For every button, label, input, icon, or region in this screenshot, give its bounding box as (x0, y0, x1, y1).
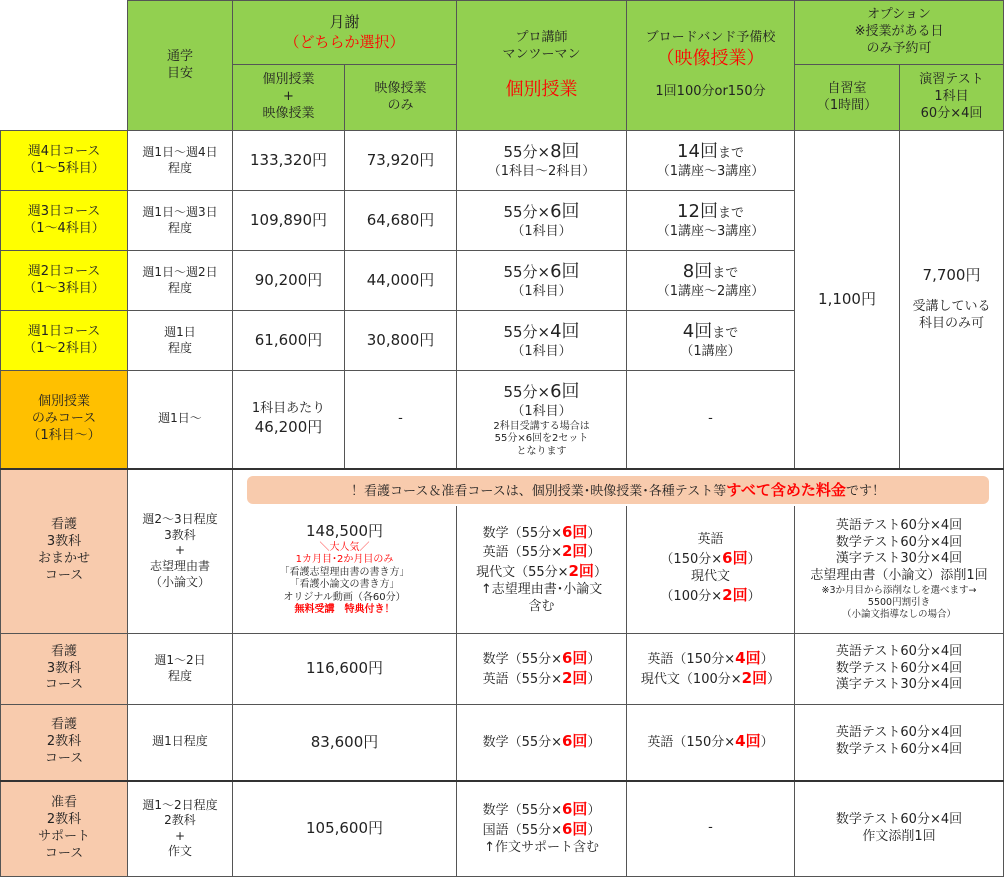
study-room-price: 1,100円 (795, 131, 900, 469)
broadband-sessions: - (627, 371, 795, 469)
option-list: 英語テスト60分×4回 数学テスト60分×4回 漢字テスト30分×4回 志望理由書（小論文）添削1回 ※3か月目から添削なしを選べます→ 5500円割引き （小論文指導なしの場合） (795, 506, 1004, 634)
broadband-sessions: 12回まで （1講座～3講座） (627, 191, 795, 251)
course-name: 准看 2教科 サポート コース (1, 781, 128, 877)
course-name: 週2日コース （1～3科目） (1, 251, 128, 311)
course-name: 看護 2教科 コース (1, 705, 128, 781)
course-row (1, 634, 1004, 705)
price-total: 148,500円 ＼大人気／ 1カ月目･2か月目のみ 「看護志望理由書の書き方」 「看護小論文の書き方」 オリジナル動画（各60分） 無料受講 特典付き！ (233, 506, 457, 634)
price-combo: 61,600円 (233, 311, 345, 371)
price-video: 30,800円 (345, 311, 457, 371)
course-commute: 週1～2日程度 2教科 + 作文 (128, 781, 233, 877)
option-list: 英語テスト60分×4回 数学テスト60分×4回 漢字テスト30分×4回 (795, 634, 1004, 705)
price-total: 105,600円 (233, 781, 457, 877)
header-individual-video: 個別授業 + 映像授業 (233, 65, 345, 131)
header-commute: 通学 目安 (128, 1, 233, 131)
notice-cell (233, 469, 1004, 506)
price-video: 64,680円 (345, 191, 457, 251)
pro-sessions: 55分×6回 （1科目） (457, 251, 627, 311)
broadband-sessions: 英語（150分×4回） 現代文（100分×2回） (627, 634, 795, 705)
price-combo: 109,890円 (233, 191, 345, 251)
price-combo: 1科目あたり 46,200円 (233, 371, 345, 469)
pro-sessions: 55分×6回 （1科目） (457, 191, 627, 251)
option-list: 英語テスト60分×4回 数学テスト60分×4回 (795, 705, 1004, 781)
course-commute: 週2～3日程度 3教科 + 志望理由書 （小論文） (128, 469, 233, 634)
course-row (1, 781, 1004, 877)
pro-sessions: 55分×4回 （1科目） (457, 311, 627, 371)
header-broadband: ブロードバンド予備校 （映像授業） 1回100分or150分 (627, 1, 795, 131)
price-total: 116,600円 (233, 634, 457, 705)
pro-sessions: 55分×6回 （1科目） 2科目受講する場合は 55分×6回を2セット となります (457, 371, 627, 469)
price-video: 73,920円 (345, 131, 457, 191)
price-video: - (345, 371, 457, 469)
broadband-sessions: 4回まで （1講座） (627, 311, 795, 371)
header-pro-teacher: プロ講師 マンツーマン 個別授業 (457, 1, 627, 131)
course-name: 週4日コース （1～5科目） (1, 131, 128, 191)
course-commute: 週1日程度 (128, 705, 233, 781)
course-commute: 週1日 程度 (128, 311, 233, 371)
header-practice-test: 演習テスト 1科目 60分×4回 (900, 65, 1004, 131)
all-inclusive-banner: ！看護コース＆准看コースは、個別授業･映像授業･各種テスト等すべて含めた料金です！ (247, 476, 989, 504)
broadband-sessions: 英語（150分×4回） (627, 705, 795, 781)
course-commute: 週1日～週4日 程度 (128, 131, 233, 191)
header-video-only: 映像授業 のみ (345, 65, 457, 131)
pro-sessions: 数学（55分×6回） (457, 705, 627, 781)
course-row (1, 705, 1004, 781)
option-list: 数学テスト60分×4回 作文添削1回 (795, 781, 1004, 877)
notice-row (1, 469, 1004, 506)
broadband-sessions: 英語 （150分×6回） 現代文 （100分×2回） (627, 506, 795, 634)
header-option: オプション ※授業がある日 のみ予約可 (795, 1, 1004, 65)
price-video: 44,000円 (345, 251, 457, 311)
header-study-room: 自習室 （1時間） (795, 65, 900, 131)
pro-sessions: 数学（55分×6回） 英語（55分×2回） 現代文（55分×2回） ↑志望理由書･小論文 含む (457, 506, 627, 634)
broadband-sessions: 8回まで （1講座～2講座） (627, 251, 795, 311)
course-name: 看護 3教科 コース (1, 634, 128, 705)
course-commute: 週1日～週3日 程度 (128, 191, 233, 251)
price-total: 83,600円 (233, 705, 457, 781)
corner-blank (1, 1, 128, 131)
broadband-sessions: - (627, 781, 795, 877)
practice-test-price: 7,700円 受講している 科目のみ可 (900, 131, 1004, 469)
pro-sessions: 数学（55分×6回） 国語（55分×6回） ↑作文サポート含む (457, 781, 627, 877)
broadband-sessions: 14回まで （1講座～3講座） (627, 131, 795, 191)
pro-sessions: 55分×8回 （1科目～2科目） (457, 131, 627, 191)
course-name: 個別授業 のみコース （1科目～） (1, 371, 128, 469)
course-name: 看護 3教科 おまかせ コース (1, 469, 128, 634)
course-commute: 週1～2日 程度 (128, 634, 233, 705)
price-combo: 90,200円 (233, 251, 345, 311)
course-name: 週3日コース （1～4科目） (1, 191, 128, 251)
pro-sessions: 数学（55分×6回） 英語（55分×2回） (457, 634, 627, 705)
course-row (1, 131, 1004, 191)
course-commute: 週1日～ (128, 371, 233, 469)
header-tuition: 月謝 （どちらか選択） (233, 1, 457, 65)
course-name: 週1日コース （1～2科目） (1, 311, 128, 371)
course-commute: 週1日～週2日 程度 (128, 251, 233, 311)
price-combo: 133,320円 (233, 131, 345, 191)
